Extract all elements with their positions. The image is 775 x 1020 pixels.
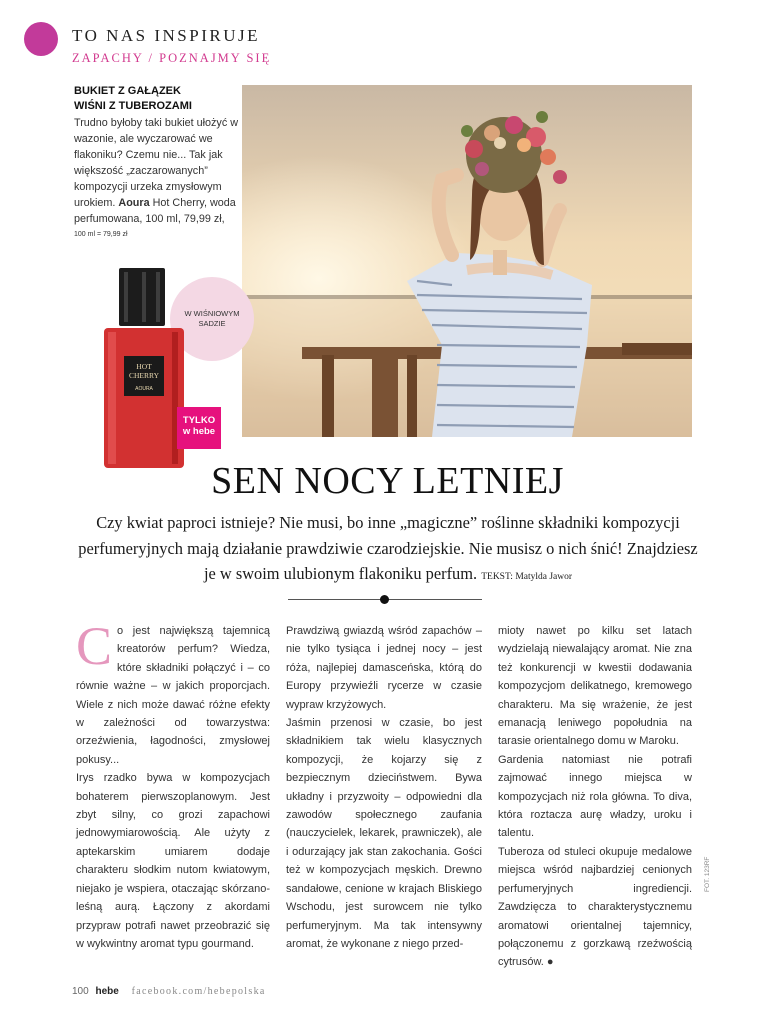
product-info: Hot Cherry, woda perfumowana, 100 ml, 79,99 zł, [74, 197, 236, 225]
product-title-line1: BUKIET Z GAŁĄZEK [74, 85, 181, 97]
article-column-2 [286, 622, 482, 953]
tag-text: W WIŚNIOWYM SADZIE [184, 309, 240, 328]
paragraph: Prawdziwą gwiazdą wśród zapachów – nie tylko tysiąca i jednej nocy – jest róża, najlepiej damasceńska, którą do Europy przywieźli rycerze w czasie wypraw krzyżowych. [286, 625, 482, 711]
product-sidebox [74, 84, 240, 241]
badge-line1: TYLKO [182, 415, 216, 426]
paragraph: Jaśmin przenosi w czasie, bo jest składnikiem tak wielu klasycznych kompozycji, że kojarzy się z bezpiecznym dzieciństwem. Bywa układny i przyzwoity – odpowiedni dla zawodów społecznego zaufania (nauczycielek, lekarek, prawniczek), ale i odurzający jak stan zakochania. Gości też w kompozycjach męskich. Drewno sandałowe, cenione w krajach Bliskiego Wschodu, jest surowcem nie tylko perfumeryjnym. Ma tak intensywny aromat, że wykonane z niego przed- [286, 717, 482, 950]
footer-brand: hebe [95, 986, 119, 997]
unit-price: 100 ml = 79,99 zł [74, 231, 128, 238]
paragraph: Gardenia natomiast nie potrafi zajmować innego miejsca w kompozycjach niż rola główna. To diva, która roztacza aurę władzy, uroku i talentu. [498, 753, 692, 840]
paragraph: Irys rzadko bywa w kompozycjach bohaterem pierwszoplanowym. Jest zbyt silny, co grozi zapachowi jednowymiarowością. Ale użyty z aptekarskim umiarem dodaje charakteru słodkim nutom kwiatowym, niejako je wspiera, otaczając skórzano-leśną aurą. Łączony z akordami przypraw potrafi nawet przeobrazić się w wykwintny aromat typu gourmand. [76, 772, 270, 950]
product-body: Trudno byłoby taki bukiet ułożyć w wazonie, ale wyczarować we flakoniku? Czemu nie... Tak jak większość „zaczarowanych” kompozycji urzeka zmysłowym urokiem. [74, 117, 239, 209]
hebe-exclusive-badge [177, 407, 221, 449]
article-lead [78, 510, 698, 591]
page-footer [72, 986, 266, 997]
bottle-label-line3: AOURA [135, 386, 153, 392]
footer-social-link[interactable]: facebook.com/hebepolska [131, 986, 266, 997]
divider-dot [380, 595, 389, 604]
dropcap: C [76, 616, 113, 676]
paragraph: o jest największą tajemnicą kreatorów perfum? Wiedza, które składniki połączyć i – co równie ważne – w jakich proporcjach. Wiele z nich może dawać różne efekty w zależności od towarzystwa: orzeźwienia, łagodności, zmysłowej pokusy... [76, 625, 270, 766]
paragraph: Tuberoza od stuleci okupuje medalowe miejsca wśród najbardziej cenionych perfumeryjnych ingrediencji. Zawdzięcza to charakterystycznemu aromatowi orientalnej tajemnicy, połączonemu z gorzkawą rzeźwością cytrusów. ● [498, 845, 692, 969]
product-description [74, 115, 240, 227]
author-credit: TEKST: Matylda Jawor [481, 572, 573, 582]
product-brand: Aoura [118, 197, 150, 209]
article-column-3 [498, 622, 692, 972]
lead-text: Czy kwiat paproci istnieje? Nie musi, bo inne „magiczne” roślinne składniki kompozycji perfumeryjnych mają działanie prawdziwie czarodziejskie. Nie musisz o nich śnić! Znajdziesz je w swoim ulubionym flakoniku perfum. [78, 513, 698, 583]
product-title-line2: WIŚNI Z TUBEROZAMI [74, 100, 192, 112]
section-dot [24, 22, 58, 56]
section-title: TO NAS INSPIRUJE [72, 26, 260, 45]
section-subtitle: ZAPACHY / POZNAJMY SIĘ [72, 51, 272, 65]
badge-line2: w hebe [182, 426, 216, 437]
paragraph: mioty nawet po kilku set latach wydzielają niewalający aromat. Nie zna też konkurencji w kwestii dodawania kompozycjom delikatnego, kremowego charakteru. Ma się wrażenie, że jest emanacją leniwego popołudnia na tarasie orientalnego domu w Maroku. [498, 625, 692, 748]
product-title [74, 84, 240, 114]
hero-photo [242, 85, 692, 437]
article-title: SEN NOCY LETNIEJ [211, 460, 564, 502]
photo-credit: FOT. 123RF [704, 856, 711, 892]
article-column-1 [76, 616, 270, 953]
bottle-label-line2: CHERRY [128, 371, 160, 380]
page-number: 100 [72, 986, 89, 997]
bottle-label-line1: HOT [136, 362, 152, 371]
